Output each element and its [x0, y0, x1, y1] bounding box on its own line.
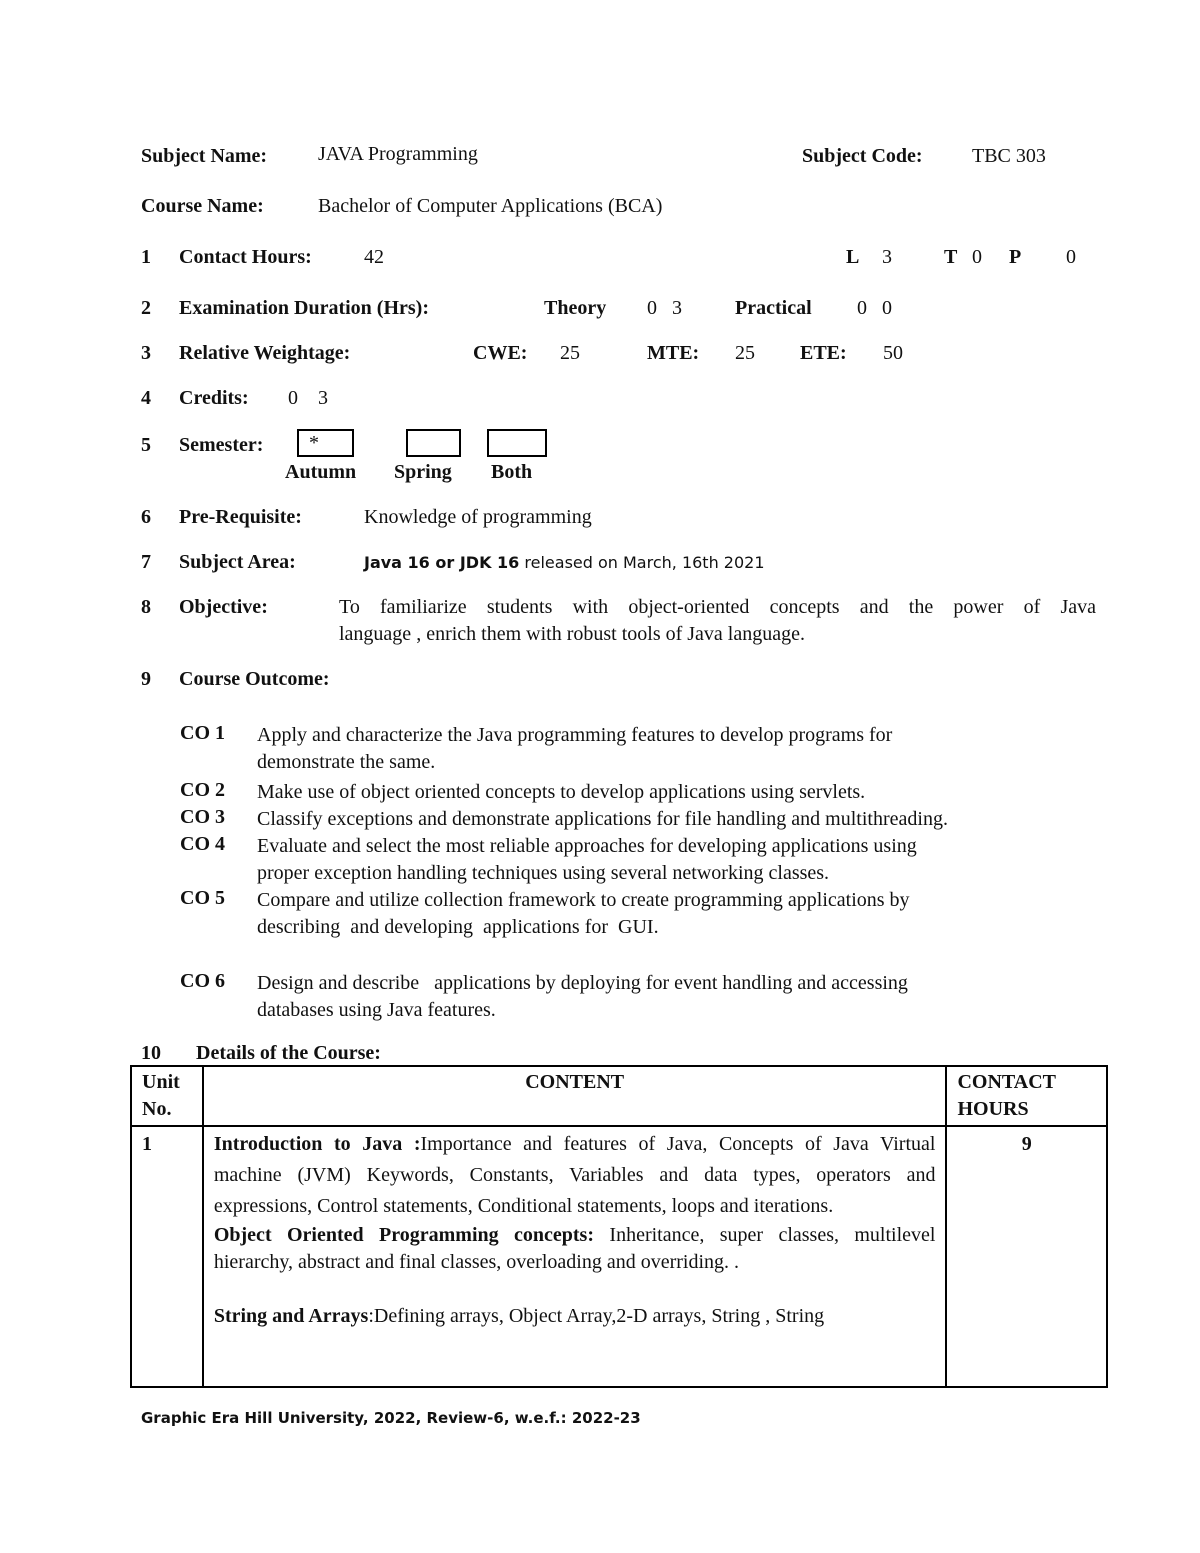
semester-autumn-box: * [297, 429, 354, 457]
p-label: P [1009, 246, 1022, 268]
content-heading: Introduction to Java : [213, 1133, 421, 1155]
mte-label: MTE: [647, 342, 700, 364]
l-value: 3 [882, 246, 892, 268]
course-outcome-id: CO 3 [180, 806, 225, 828]
content-text: Inheritance, super classes, multilevel hierarchy, abstract and final classes, overloading and overriding. . [213, 1224, 936, 1273]
course-outcome-id: CO 6 [180, 970, 225, 992]
item-number: 6 [141, 506, 151, 528]
content-text: :Defining arrays, Object Array,2-D arrays, String , String [368, 1305, 825, 1327]
course-outcome-text: databases using Java features. [257, 999, 496, 1021]
content-text: Importance and features of Java, Concepts of Java Virtual machine (JVM) Keywords, Constants, Variables and data types, operators and expressions, Control statements, Conditional statements, loops and iterations. [213, 1133, 936, 1217]
l-label: L [846, 246, 860, 268]
item-number: 1 [141, 246, 151, 268]
course-details-table [130, 1065, 1108, 1388]
content-paragraph [214, 1222, 936, 1276]
course-outcome-id: CO 2 [180, 779, 225, 801]
course-outcome-text: Compare and utilize collection framework to create programming applications by [257, 889, 910, 911]
subject-code-value: TBC 303 [972, 145, 1046, 167]
subject-area-label: Subject Area: [179, 551, 296, 573]
course-outcome-text: describing and developing applications for GUI. [257, 916, 659, 938]
course-outcome-text: demonstrate the same. [257, 751, 436, 773]
content-header: CONTENT [203, 1066, 947, 1126]
subject-name-value: JAVA Programming [318, 143, 478, 165]
theory-label: Theory [544, 297, 607, 319]
details-label: Details of the Course: [196, 1042, 381, 1064]
semester-spring-box [406, 429, 461, 457]
item-number: 2 [141, 297, 151, 319]
table-row [131, 1126, 1107, 1387]
contact-hours-header: CONTACT HOURS [946, 1066, 1107, 1126]
table-header-row [131, 1066, 1107, 1126]
semester-autumn-label: Autumn [285, 461, 357, 483]
prereq-label: Pre-Requisite: [179, 506, 302, 528]
t-label: T [944, 246, 958, 268]
cwe-value: 25 [560, 342, 580, 364]
item-number: 8 [141, 596, 151, 618]
p-value: 0 [1066, 246, 1076, 268]
content-paragraph [214, 1303, 936, 1330]
weightage-label: Relative Weightage: [179, 342, 351, 364]
page-footer: Graphic Era Hill University, 2022, Review-6, w.e.f.: 2022-23 [141, 1409, 641, 1427]
credits-value: 0 3 [288, 387, 328, 409]
course-outcome-text: Make use of object oriented concepts to develop applications using servlets. [257, 781, 866, 803]
practical-label: Practical [735, 297, 812, 319]
semester-spring-label: Spring [394, 461, 452, 483]
subject-code-label: Subject Code: [802, 145, 923, 167]
t-value: 0 [972, 246, 982, 268]
practical-value: 0 0 [857, 297, 892, 319]
cwe-label: CWE: [473, 342, 528, 364]
course-outcome-label: Course Outcome: [179, 668, 330, 690]
content-heading: Object Oriented Programming concepts: [213, 1224, 595, 1246]
item-number: 9 [141, 668, 151, 690]
content-paragraph [214, 1129, 936, 1222]
prereq-value: Knowledge of programming [364, 506, 592, 528]
subject-area-value-bold: Java 16 or JDK 16 [364, 553, 520, 572]
semester-label: Semester: [179, 434, 264, 456]
objective-label: Objective: [179, 596, 268, 618]
objective-line-1: To familiarize students with object-oriented concepts and the power of Java [339, 596, 1096, 618]
course-outcome-text: Design and describe applications by deploying for event handling and accessing [257, 972, 908, 994]
subject-area-value-rest: released on March, 16th 2021 [519, 553, 765, 572]
ete-label: ETE: [800, 342, 847, 364]
credits-label: Credits: [179, 387, 249, 409]
objective-line-2: language , enrich them with robust tools of Java language. [339, 623, 805, 645]
course-outcome-text: proper exception handling techniques using several networking classes. [257, 862, 830, 884]
subject-area-value [364, 553, 765, 572]
course-outcome-text: Classify exceptions and demonstrate applications for file handling and multithreading. [257, 808, 948, 830]
mte-value: 25 [735, 342, 755, 364]
exam-duration-label: Examination Duration (Hrs): [179, 297, 429, 319]
unit-number: 1 [131, 1126, 203, 1387]
content-heading: String and Arrays [213, 1305, 369, 1327]
item-number: 10 [141, 1042, 161, 1064]
course-name-value: Bachelor of Computer Applications (BCA) [318, 195, 663, 217]
course-outcome-text: Evaluate and select the most reliable approaches for developing applications using [257, 835, 917, 857]
unit-hours: 9 [946, 1126, 1107, 1387]
item-number: 3 [141, 342, 151, 364]
item-number: 7 [141, 551, 151, 573]
semester-both-box [487, 429, 547, 457]
item-number: 4 [141, 387, 151, 409]
theory-value: 0 3 [647, 297, 682, 319]
item-number: 5 [141, 434, 151, 456]
course-outcome-id: CO 1 [180, 722, 225, 744]
course-outcome-id: CO 5 [180, 887, 225, 909]
contact-hours-label: Contact Hours: [179, 246, 312, 268]
ete-value: 50 [883, 342, 903, 364]
subject-name-label: Subject Name: [141, 145, 268, 167]
unit-content [203, 1126, 947, 1387]
contact-hours-value: 42 [364, 246, 384, 268]
course-outcome-text: Apply and characterize the Java programming features to develop programs for [257, 724, 893, 746]
course-outcome-id: CO 4 [180, 833, 225, 855]
unit-no-header: Unit No. [131, 1066, 203, 1126]
semester-both-label: Both [491, 461, 533, 483]
course-name-label: Course Name: [141, 195, 264, 217]
